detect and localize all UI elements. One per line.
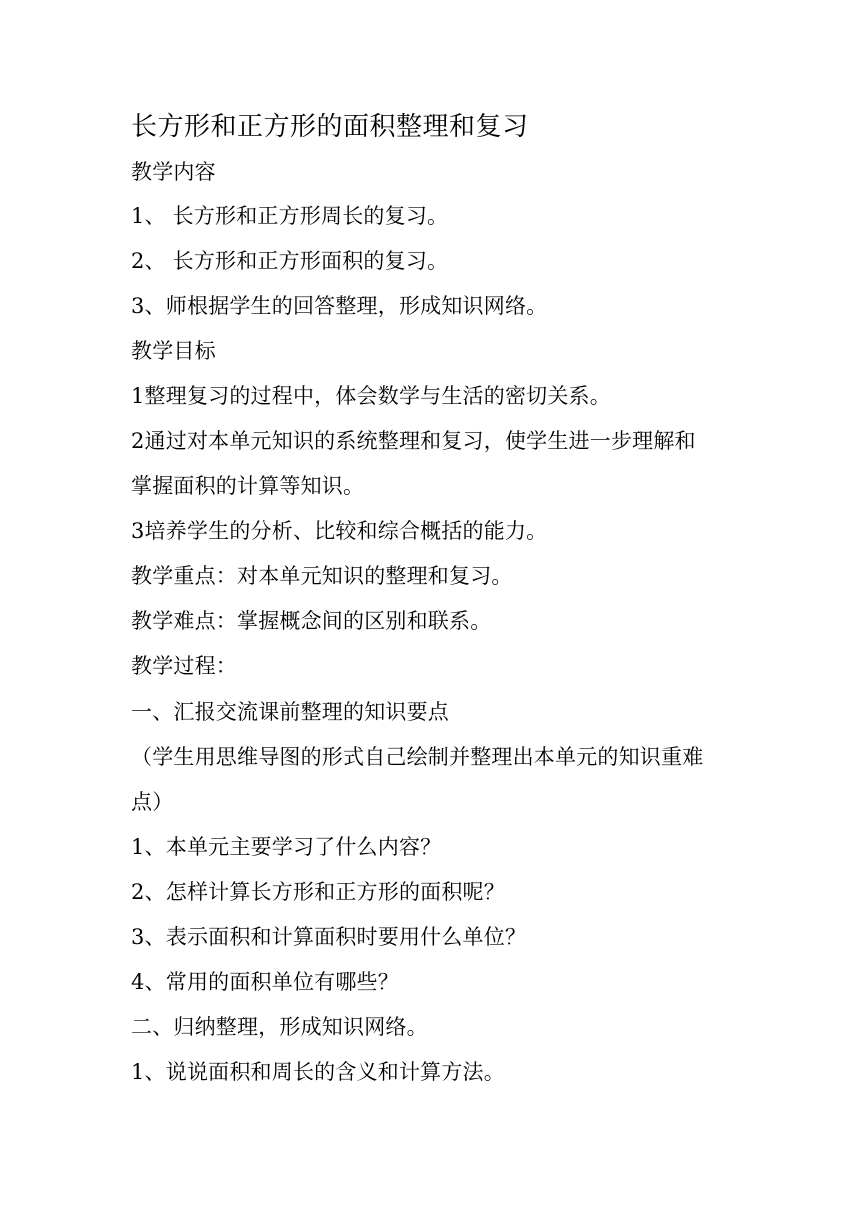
content-item-2: 2、 长方形和正方形面积的复习。 <box>131 249 449 273</box>
step-one-note: （学生用思维导图的形式自己绘制并整理出本单元的知识重难 <box>131 745 704 769</box>
content-item-3: 3、师根据学生的回答整理，形成知识网络。 <box>131 294 548 318</box>
teaching-process-heading: 教学过程： <box>131 654 237 678</box>
question-3: 3、表示面积和计算面积时要用什么单位？ <box>131 925 527 949</box>
step-one-note-continued: 点） <box>131 790 174 814</box>
difficult-point: 教学难点：掌握概念间的区别和联系。 <box>131 609 492 633</box>
step-one-heading: 一、汇报交流课前整理的知识要点 <box>131 700 449 724</box>
goal-item-3: 3培养学生的分析、比较和综合概括的能力。 <box>131 519 548 543</box>
step-two-heading: 二、归纳整理，形成知识网络。 <box>131 1015 428 1039</box>
goal-item-1: 1整理复习的过程中，体会数学与生活的密切关系。 <box>131 384 611 408</box>
step-two-item-1: 1、说说面积和周长的含义和计算方法。 <box>131 1060 505 1084</box>
goal-item-2-continued: 掌握面积的计算等知识。 <box>131 474 365 498</box>
document-title: 长方形和正方形的面积整理和复习 <box>131 112 529 142</box>
goal-item-2: 2通过对本单元知识的系统整理和复习，使学生进一步理解和 <box>131 429 696 453</box>
question-1: 1、本单元主要学习了什么内容？ <box>131 835 442 859</box>
question-2: 2、怎样计算长方形和正方形的面积呢？ <box>131 880 505 904</box>
question-4: 4、常用的面积单位有哪些？ <box>131 970 399 994</box>
section-heading-content: 教学内容 <box>131 160 216 184</box>
key-point: 教学重点：对本单元知识的整理和复习。 <box>131 564 513 588</box>
content-item-1: 1、 长方形和正方形周长的复习。 <box>131 204 449 228</box>
section-heading-goals: 教学目标 <box>131 339 216 363</box>
